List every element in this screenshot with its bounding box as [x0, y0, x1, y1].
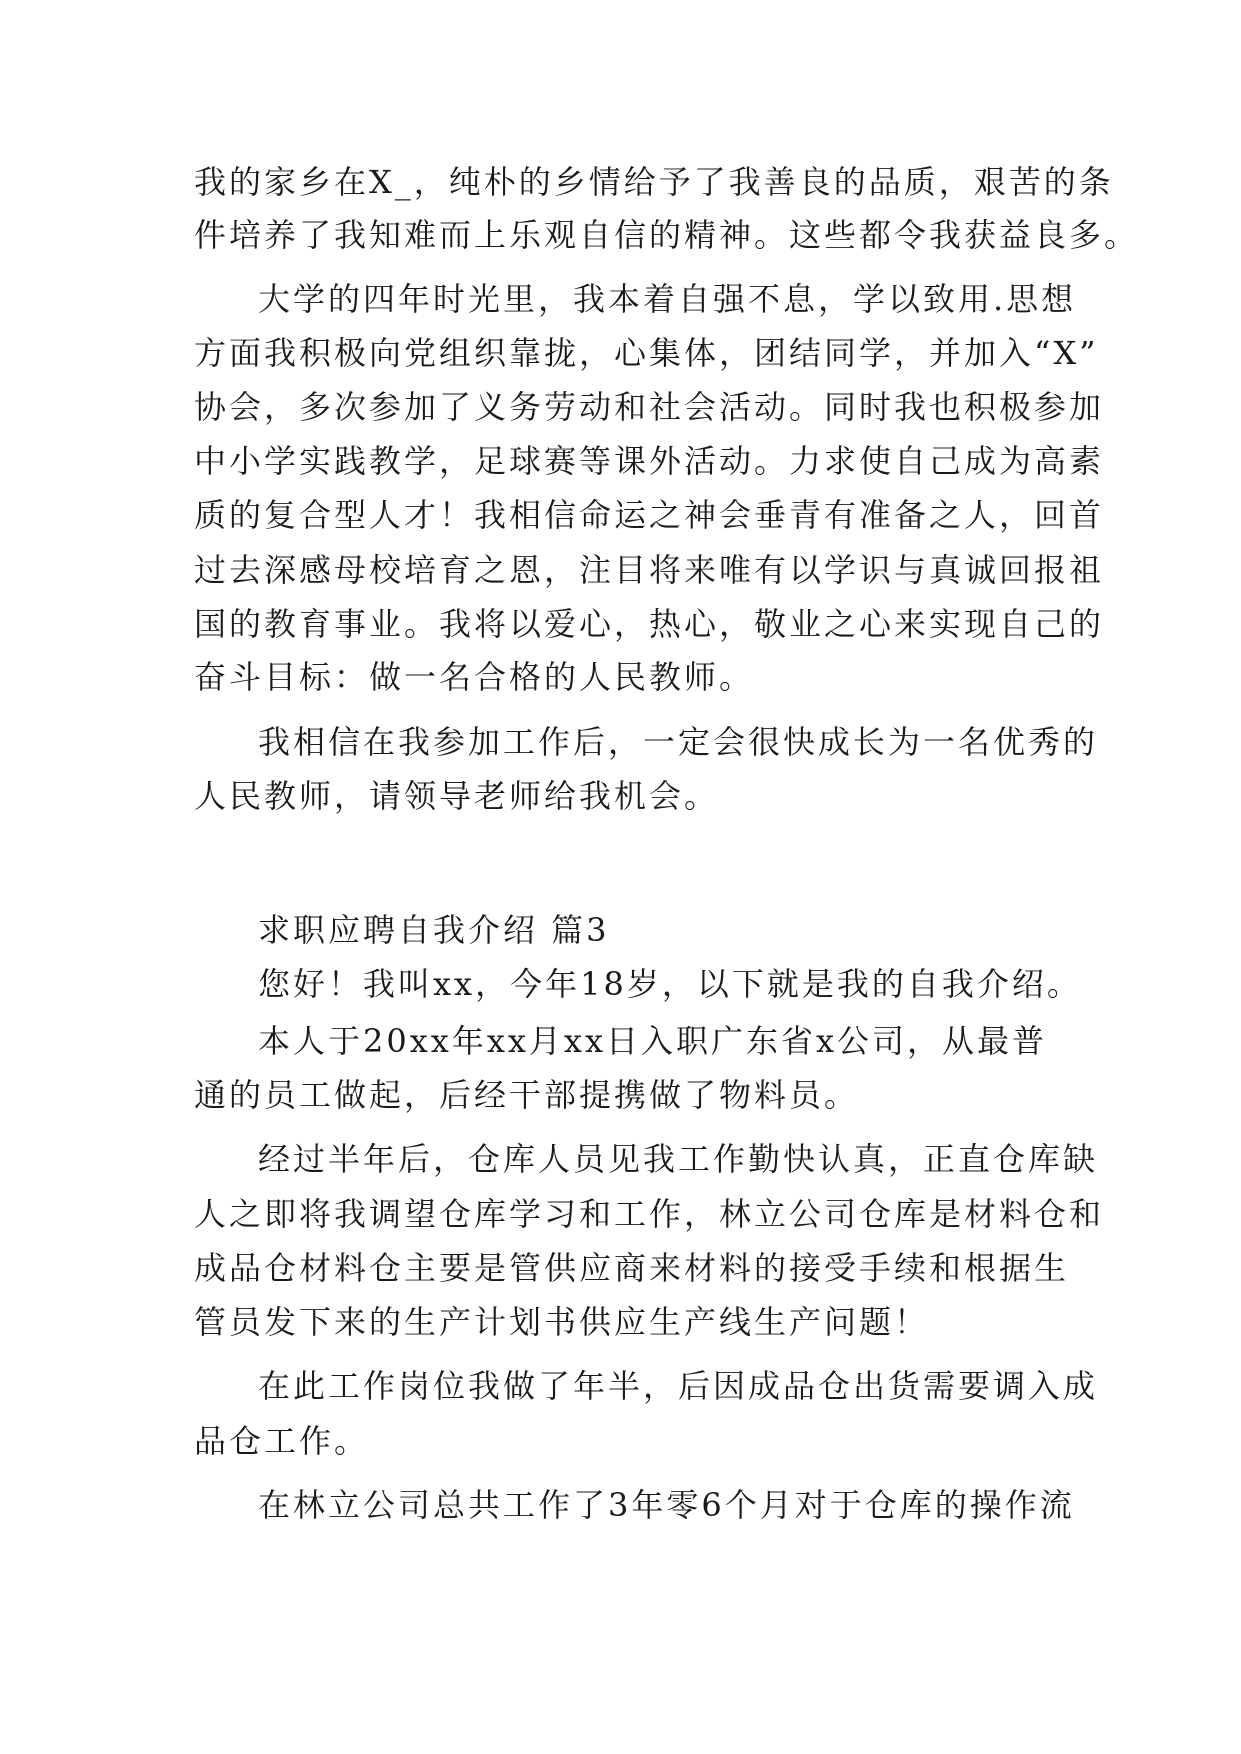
text-line: 方面我积极向党组织靠拢，心集体，团结同学，并加入“X”	[194, 334, 1099, 372]
text-line: 管员发下来的生产计划书供应生产线生产问题！	[194, 1303, 930, 1341]
text-line: 通的员工做起，后经干部提携做了物料员。	[194, 1076, 860, 1114]
text-line: 成品仓材料仓主要是管供应商来材料的接受手续和根据生	[194, 1249, 1070, 1287]
paragraph-start: 在林立公司总共工作了3年零6个月对于仓库的操作流	[258, 1486, 1075, 1524]
paragraph-start: 大学的四年时光里，我本着自强不息，学以致用.思想	[258, 280, 1077, 318]
text-line: 质的复合型人才！我相信命运之神会垂青有准备之人，回首	[194, 496, 1105, 534]
text-line: 件培养了我知难而上乐观自信的精神。这些都令我获益良多。	[194, 216, 1140, 254]
paragraph-start: 经过半年后，仓库人员见我工作勤快认真，正直仓库缺	[258, 1140, 1099, 1178]
text-line: 过去深感母校培育之恩，注目将来唯有以学识与真诚回报祖	[194, 551, 1105, 589]
text-line: 中小学实践教学，足球赛等课外活动。力求使自己成为高素	[194, 442, 1105, 480]
paragraph-start: 本人于20xx年xx月xx日入职广东省x公司，从最普	[258, 1022, 1048, 1060]
text-line: 我的家乡在X_，纯朴的乡情给予了我善良的品质，艰苦的条	[194, 163, 1114, 201]
section-heading: 求职应聘自我介绍 篇3	[258, 911, 610, 949]
text-line: 品仓工作。	[194, 1422, 370, 1460]
text-line: 国的教育事业。我将以爱心，热心，敬业之心来实现自己的	[194, 605, 1105, 643]
paragraph-start: 我相信在我参加工作后，一定会很快成长为一名优秀的	[258, 723, 1099, 761]
text-line: 人之即将我调望仓库学习和工作，林立公司仓库是材料仓和	[194, 1195, 1105, 1233]
paragraph-start: 您好！我叫xx，今年18岁，以下就是我的自我介绍。	[258, 965, 1082, 1003]
text-line: 奋斗目标：做一名合格的人民教师。	[194, 658, 755, 696]
text-line: 协会，多次参加了义务劳动和社会活动。同时我也积极参加	[194, 388, 1105, 426]
text-line: 人民教师，请领导老师给我机会。	[194, 777, 720, 815]
paragraph-start: 在此工作岗位我做了年半，后因成品仓出货需要调入成	[258, 1367, 1099, 1405]
